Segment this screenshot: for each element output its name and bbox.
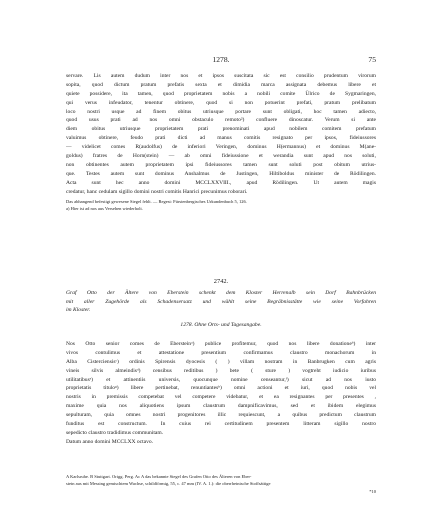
text-line: sepedicto claustro tradidimus communitam. [66,429,164,436]
text-line: que. Testes autem sunt dominus Anshalmus de Justingen, Hiltiboldus minister de Rödilingen. [66,170,376,177]
text-line: credatur, hanc cedulam sigillo domini nostri comitis Hanrici precunimus roborari. [66,188,248,195]
header-year: 1278. [212,55,230,64]
text-line: vivos contulimus et attestatione presentium confirmamus claustro monachorum in [66,349,376,356]
text-line: sopita, quod dictum pratum prefatis sexta et dimidia marca assignata debemus libere et [66,81,376,88]
text-line: utilitatibusᵉ) et attinentiis universis, quocunque nomine censeantur,ᶠ) sicut ad nos iusto [66,376,376,383]
page-number: 75 [368,55,376,64]
charter-text-1 [66,72,376,196]
text-line: non obtinentes autem proprietatem ipsi fideiussores tamen sunt soluti post obitum utrius- [66,161,376,168]
note-line: Das abhangend befestigt gewesene Siegel fehlt. — Regest: Fürstenbergisches Urkundenbuch 5, 126. [66,199,247,204]
text-line: goldus) fratres de Horn(stein) — ab omni fideiussione et werandia sunt apud nos soluti, [66,153,376,160]
text-line: Nos Otto senior comes de Ebersteinᵃ) publice profitemur, quod nos libere donationeᵇ) inter [66,341,376,347]
text-line: Acta sunt hec anno domini MCCLXXVIII., apud Rödilingen. Ut autem magis [66,179,376,186]
text-line: quod usus prati ad nos omni obstaculo remoto²) confluere dinoscatur. Verum si ante [66,117,376,124]
note-line: A Karlsruhe. B Stuttgart. Origg. Perg. Ac A das bekannte Siegel des Grafen Otto des Älteren von Eber- [66,474,252,479]
title-line: Graf Otto der Ältere von Eberstein schenkt dem Kloster Herrenalb sein Dorf Bahnbrücken [66,290,376,296]
text-line: diem obitus utriusque proprietatem prati prenominati apud nobilem comitem prefatum [66,126,376,133]
signature-mark: *10 [369,489,376,494]
page-header [66,55,376,65]
text-line: loco nostri usque ad finem obitus utriusque portare sunt obligati, hoc tamen adiecto, [66,108,376,115]
text-line: sepulturam, quia omnes nostri progenitores illic requiescunt, a quibus predictum claustrum [66,412,376,419]
text-line: — videlicet comes R(audolfus) de inferiori Veringen, dominus H(ermannus) et dominus M(ane- [66,144,376,151]
text-line: valuimus obtinere, feudo prati dicti ad manus comitis resignato per ipsos, fideiussores [66,135,376,142]
charter-title [66,289,376,315]
charter-notes-1 [66,199,376,212]
text-line: quiete possidere, ita tamen, quod proprietatem nobis a nobili comite Ülrico de Sygmaringen, [66,90,376,97]
charter-notes-2 [66,474,376,487]
note-line: stein aus mit Messing gemischtem Wachse, schildförmig, 55, c. 47 mm (IV. A. 1.): die oberrheinische Stoffsättige [66,480,271,486]
text-line: Alba Cisterciensisᶜ) ordinis Spirensis dyocesis ( ) villam nostram in Banbrugken cum agris [66,358,376,365]
text-line: qui verus infeudator, tenentur obtinere, quod si non potuerint prefati, pratum prelibatum [66,99,376,106]
text-line: proprietatis tituloᵍ) libere pertinebat, renuntiantesʰ) omni actioni et iuri, quod nobis vel [66,385,376,392]
title-line: im Kloster. [66,307,91,314]
charter-number: 2742. [213,278,229,285]
note-line: a) Hier ist ad nos aus Versehen wiederholt. [66,205,143,211]
charter-subtitle: 1278. Ohne Orts- und Tagesangabe. [180,322,262,328]
title-line: mit aller Zugehörde als Schadensersatz und wählt seine Begräbnisstätte wie seine Vorfahren [66,298,376,305]
text-line: maxime quia nos aliquotiens ipsum claustrum dampnificavimus, sed et ibidem elegimus [66,403,376,410]
charter-text-2 [66,340,376,447]
text-line: funditus est constructum. In cuius rei certitudinem presentem litteram sigillo nostro [66,421,376,428]
text-line: servare. Lis autem dudum inter nos et ipsos suscitata sic est consilio prudentum virorum [66,73,376,79]
text-line: Datum anno domini MCCLXX octavo. [66,438,154,445]
text-line: vineis silvis almeindisᵈ) censibus reditibus ) bete ( sture ) vogtreht iudicio iuribus [66,367,376,374]
text-line: nostris in premissis competebat vel competere videbatur, et ea resignantes per presentes , [66,394,376,401]
